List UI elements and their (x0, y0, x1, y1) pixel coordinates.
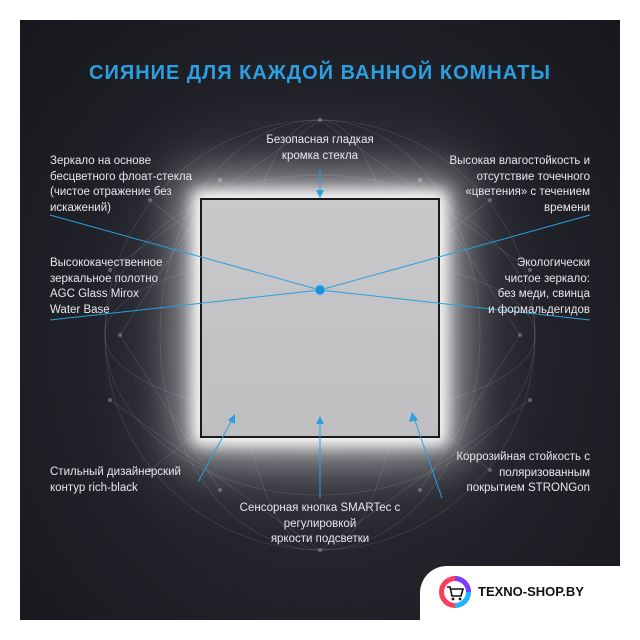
caption-eco: Экологически чистое зеркало: без меди, свинца и формальдегидов (488, 257, 590, 316)
shop-badge[interactable] (420, 566, 620, 620)
promo-banner (20, 20, 620, 620)
shopping-cart-icon (438, 575, 472, 609)
shop-badge-text: TEXNO-SHOP.BY (478, 584, 584, 599)
caption-moisture: Высокая влагостойкость и отсутствие точечного «цветения» с течением времени (449, 155, 590, 214)
caption-agc: Высококачественное зеркальное полотно AGC Glass Mirox Water Base (50, 257, 163, 316)
caption-edge: Безопасная гладкая кромка стекла (266, 134, 374, 162)
caption-sensor: Сенсорная кнопка SMARTec с регулировкой яркости подсветки (239, 502, 401, 545)
caption-contour: Стильный дизайнерский контур rich-black (50, 466, 181, 494)
caption-corrosion: Коррозийная стойкость с поляризованным покрытием STRONGon (456, 451, 590, 494)
caption-float-glass: Зеркало на основе бесцветного флоат-стекла (чистое отражение без искажений) (50, 155, 192, 214)
banner-title: СИЯНИЕ ДЛЯ КАЖДОЙ ВАННОЙ КОМНАТЫ (89, 62, 551, 84)
